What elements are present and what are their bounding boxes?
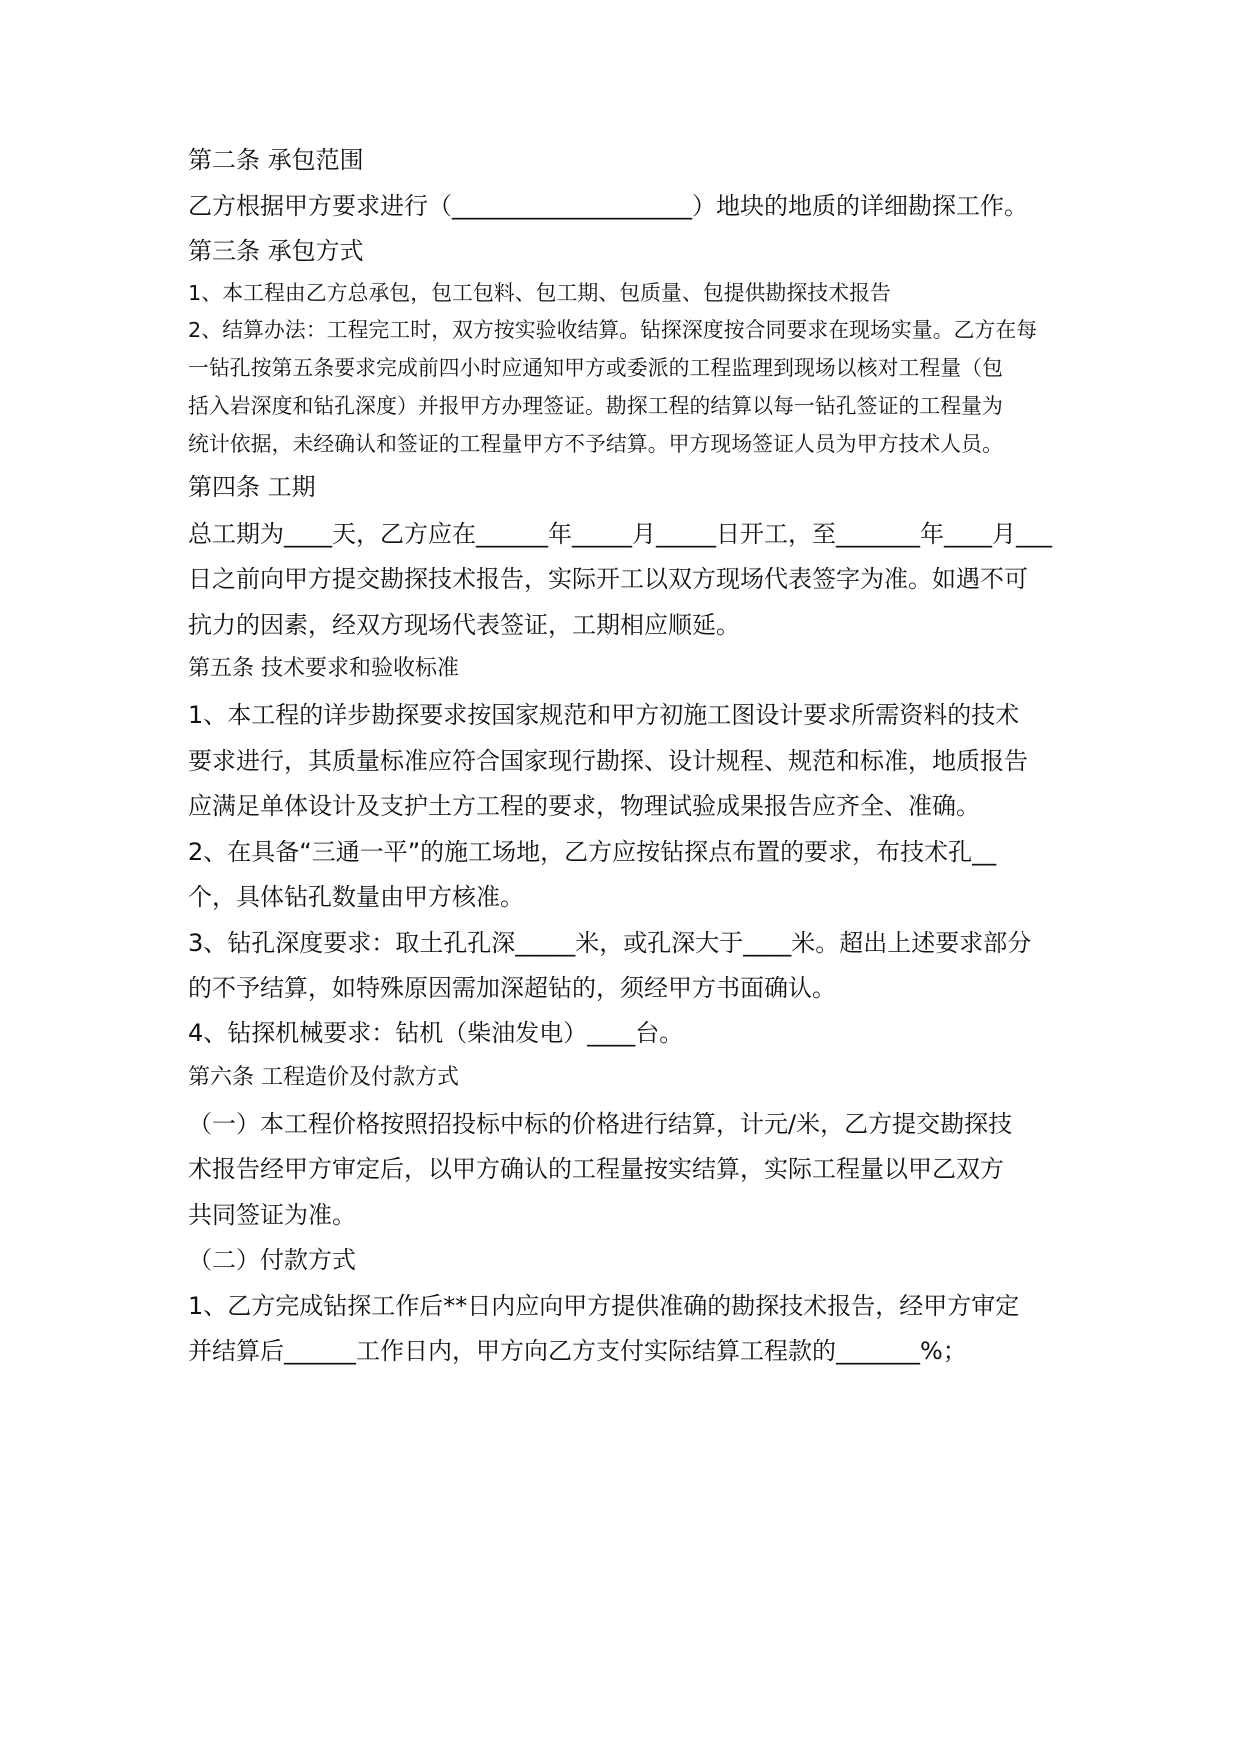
article-5-item-1-line-2: 要求进行，其质量标准应符合国家现行勘探、设计规程、规范和标准，地质报告	[188, 747, 1028, 775]
article-3-item-2-line-1: 2、结算办法：工程完工时，双方按实验收结算。钻探深度按合同要求在现场实量。乙方在每	[188, 318, 1038, 342]
article-2-heading: 第二条 承包范围	[188, 146, 364, 174]
article-6-part-2-heading: （二）付款方式	[188, 1246, 356, 1274]
article-5-item-3-line-1: 3、钻孔深度要求：取土孔孔深_____米，或孔深大于____米。超出上述要求部分	[188, 929, 1032, 957]
article-5-item-2-line-2: 个，具体钻孔数量由甲方核准。	[188, 883, 524, 911]
article-4-line-3: 抗力的因素，经双方现场代表签证，工期相应顺延。	[188, 611, 740, 639]
article-4-line-1: 总工期为____天，乙方应在______年_____月_____日开工，至_______年____月___	[188, 520, 1052, 548]
article-2-body: 乙方根据甲方要求进行（____________________）地块的地质的详细勘探工作。	[188, 192, 1028, 220]
article-5-item-4: 4、钻探机械要求：钻机（柴油发电）____台。	[188, 1019, 684, 1047]
article-5-item-3-line-2: 的不予结算，如特殊原因需加深超钻的，须经甲方书面确认。	[188, 974, 836, 1002]
article-6-part-1-line-2: 术报告经甲方审定后，以甲方确认的工程量按实结算，实际工程量以甲乙双方	[188, 1155, 1004, 1183]
article-6-part-1-line-3: 共同签证为准。	[188, 1201, 356, 1229]
article-6-heading: 第六条 工程造价及付款方式	[188, 1065, 459, 1090]
article-4-line-2: 日之前向甲方提交勘探技术报告，实际开工以双方现场代表签字为准。如遇不可	[188, 565, 1028, 593]
article-3-item-2-line-3: 括入岩深度和钻孔深度）并报甲方办理签证。勘探工程的结算以每一钻孔签证的工程量为	[188, 394, 1003, 418]
article-3-heading: 第三条 承包方式	[188, 237, 364, 265]
article-5-item-2-line-1: 2、在具备“三通一平”的施工场地，乙方应按钻探点布置的要求，布技术孔__	[188, 838, 997, 866]
article-6-part-2-item-1-line-2: 并结算后______工作日内，甲方向乙方支付实际结算工程款的_______%；	[188, 1337, 967, 1365]
article-6-part-2-item-1-line-1: 1、乙方完成钻探工作后**日内应向甲方提供准确的勘探技术报告，经甲方审定	[188, 1292, 1020, 1320]
article-5-item-1-line-1: 1、本工程的详步勘探要求按国家规范和甲方初施工图设计要求所需资料的技术	[188, 701, 1020, 729]
article-3-item-2-line-2: 一钻孔按第五条要求完成前四小时应通知甲方或委派的工程监理到现场以核对工程量（包	[188, 356, 1003, 380]
article-4-heading: 第四条 工期	[188, 473, 316, 501]
article-5-heading: 第五条 技术要求和验收标准	[188, 656, 459, 681]
article-3-item-2-line-4: 统计依据，未经确认和签证的工程量甲方不予结算。甲方现场签证人员为甲方技术人员。	[188, 432, 1003, 456]
article-5-item-1-line-3: 应满足单体设计及支护土方工程的要求，物理试验成果报告应齐全、准确。	[188, 792, 980, 820]
article-3-item-1: 1、本工程由乙方总承包，包工包料、包工期、包质量、包提供勘探技术报告	[188, 281, 891, 305]
article-6-part-1-line-1: （一）本工程价格按照招投标中标的价格进行结算，计元/米，乙方提交勘探技	[188, 1110, 1013, 1138]
